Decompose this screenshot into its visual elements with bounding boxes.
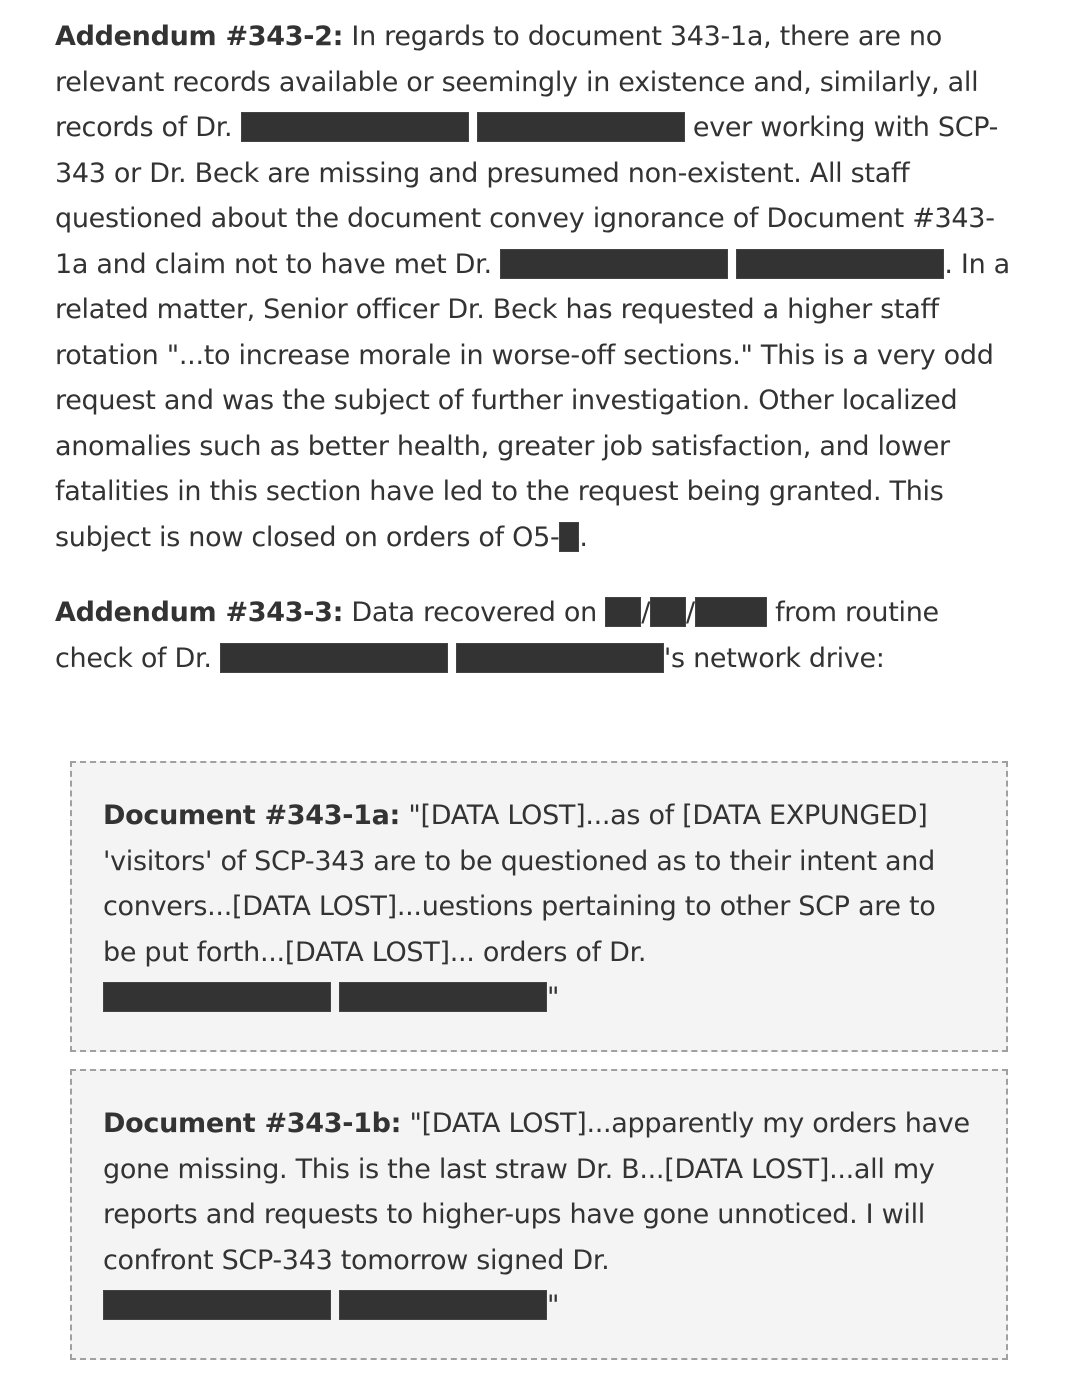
redaction-block — [103, 982, 331, 1012]
redaction-block — [736, 249, 944, 279]
redaction-block — [695, 597, 767, 627]
addendum-343-3: Addendum #343-3: Data recovered on / / from routine check of Dr. 's network drive: — [55, 597, 939, 674]
addendum-343-2: Addendum #343-2: In regards to document 343-1a, there are no relevant records available or seemingly in existence and, similarly, all records of Dr. ever working with SCP-343 or Dr. Beck are missing and presumed non-existent. All staff questioned about the document convey ignorance of Document #343-1a and claim not to have met Dr. . In a related matter, Senior officer Dr. Beck has requested a higher staff rotation "...to increase morale in worse-off sections." This is a very odd request and was the subject of further investigation. Other localized anomalies such as better health, greater job satisfaction, and lower fatalities in this section have led to the request being granted. This subject is now closed on orders of O5- . — [55, 21, 1010, 553]
redaction-block — [500, 249, 728, 279]
document-343-1b: Document #343-1b: "[DATA LOST]...apparently my orders have gone missing. This is the last straw Dr. B...[DATA LOST]...all my reports and requests to higher-ups have gone unnoticed. I will confront SCP-343 tomorrow signed Dr. " — [103, 1108, 970, 1321]
redaction-block — [339, 1290, 547, 1320]
document-343-1b-box — [70, 1069, 1008, 1360]
redaction-block — [241, 112, 469, 142]
document-label: Document #343-1a: — [103, 800, 401, 831]
redaction-block — [605, 597, 641, 627]
redaction-block — [220, 643, 448, 673]
redaction-block — [650, 597, 686, 627]
document-label: Document #343-1b: — [103, 1108, 402, 1139]
document-343-1a-box — [70, 761, 1008, 1052]
redaction-block — [477, 112, 685, 142]
redaction-block — [456, 643, 664, 673]
document-body — [55, 14, 1020, 681]
redaction-block — [339, 982, 547, 1012]
addendum-label: Addendum #343-3: — [55, 597, 344, 628]
addendum-label: Addendum #343-2: — [55, 21, 344, 52]
document-343-1a: Document #343-1a: "[DATA LOST]...as of [DATA EXPUNGED] 'visitors' of SCP-343 are to be questioned as to their intent and convers...[DATA LOST]...uestions pertaining to other SCP are to be put forth...[DATA LOST]... orders of Dr. " — [103, 800, 936, 1013]
redaction-block — [103, 1290, 331, 1320]
redaction-block — [559, 522, 579, 552]
